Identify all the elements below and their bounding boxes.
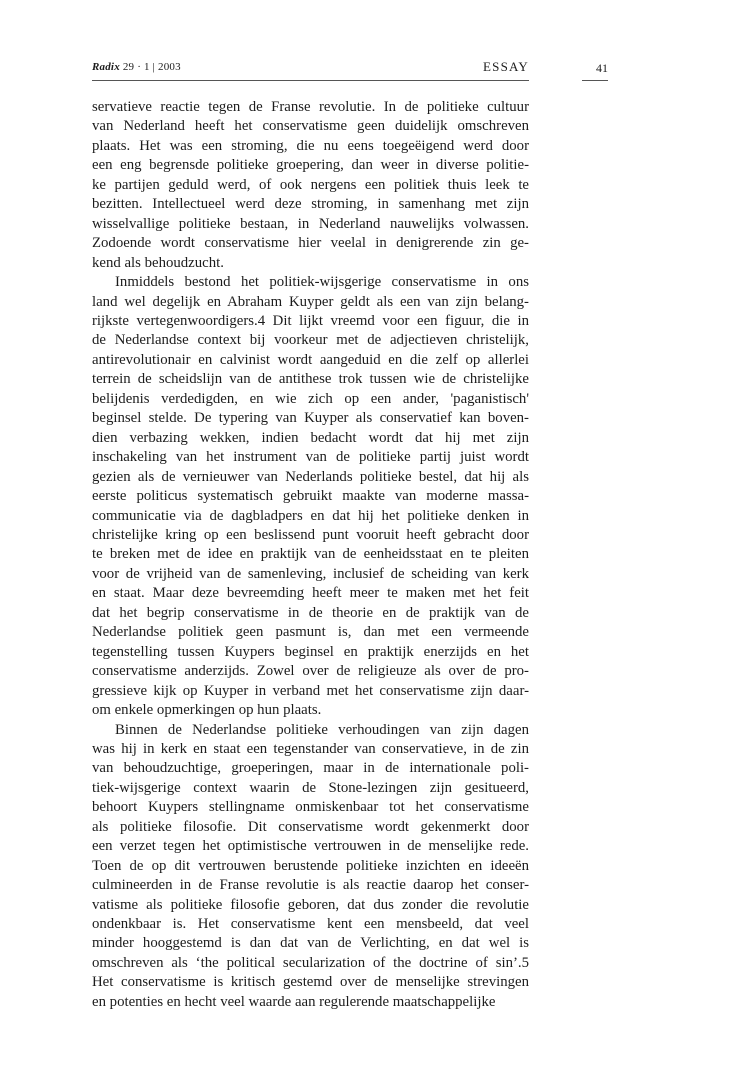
text-line: bezitten. Intellectueel werd deze stroming, in samenhang met zijn [92, 196, 529, 213]
text-line: was hij in kerk en staat een tegenstander van conservatieve, in de zin [92, 740, 529, 757]
text-line: christelijke kring op een beslissend punt vooruit heeft gebracht door [92, 526, 529, 543]
text-line: land wel degelijk en Abraham Kuyper geldt als een van zijn belang- [92, 293, 529, 310]
text-line: culmineerden in de Franse revolutie is als reactie daarop het conser- [92, 877, 529, 894]
page-number: 41 [596, 61, 608, 75]
text-line: wisselvallige politieke bestaan, in Nederland nauwelijks volwassen. [92, 215, 529, 232]
text-line: voor de vrijheid van de samenleving, inclusief de scheiding van kerk [92, 565, 529, 582]
text-line: tegenstelling tussen Kuypers beginsel en praktijk enerzijds en het [92, 643, 529, 660]
text-line: Zodoende wordt conservatisme hier veelal in denigrerende zin ge- [92, 235, 529, 252]
text-line: een eng begrensde politieke groepering, dan weer in diverse politie- [92, 157, 529, 174]
text-line: te breken met de idee en praktijk van de eenheidsstaat en te pleiten [92, 546, 529, 563]
text-line: behoort Kuypers stellingname onmiskenbaar tot het conservatisme [92, 799, 529, 816]
text-line: Binnen de Nederlandse politieke verhoudingen van zijn dagen [115, 721, 529, 738]
text-line: dien verbazing wekken, indien bedacht wordt dat hij met zijn [92, 429, 529, 446]
paragraph [92, 98, 529, 273]
text-line: minder hooggestemd is dan dat van de Verlichting, en dat wel is [92, 935, 529, 952]
text-line: als politieke filosofie. Dit conservatisme wordt gekenmerkt door [92, 818, 529, 835]
text-line: eerste politicus systematisch gebruikt maakte van moderne massa- [92, 488, 529, 505]
text-line: omschreven als ‘the political secularization of the doctrine of sin’.5 [92, 954, 529, 971]
text-line: dat het begrip conservatisme in de theorie en de praktijk van de [92, 604, 529, 621]
text-line: Nederlandse politiek geen pasmunt is, dan met een vermeende [92, 624, 529, 641]
running-head [92, 58, 529, 81]
text-line: en potenties en hecht veel waarde aan regulerende maatschappelijke [92, 993, 496, 1010]
text-line: servatieve reactie tegen de Franse revolutie. In de politieke cultuur [92, 99, 529, 115]
text-line: plaats. Het was een stroming, die nu eens toegeëigend werd door [92, 137, 529, 154]
text-line: beginsel stelde. De typering van Kuyper als conservatief kan boven- [92, 410, 529, 427]
text-line: en staat. Maar deze bevreemding heeft meer te maken met het feit [92, 585, 529, 602]
text-line: rijkste vertegenwoordigers.4 Dit lijkt vreemd voor een figuur, die in [92, 312, 529, 329]
text-line: Het conservatisme is kritisch gestemd over de menselijke strevingen [92, 974, 529, 991]
text-line: ondenkbaar is. Het conservatisme kent een mensbeeld, dat veel [92, 916, 529, 933]
text-line: gressieve kijk op Kuyper in verband met het conservatisme zijn daar- [92, 682, 529, 699]
text-line: communicatie via de dagbladpers en dat hij het politieke denken in [92, 507, 529, 524]
text-line: terrein de scheidslijn van de antithese trok tussen wie de christelijke [92, 371, 529, 388]
text-line: conservatisme anderzijds. Zowel over de religieuze als over de pro- [92, 663, 529, 680]
text-line: de Nederlandse context bij voorkeur met de adjectieven christelijk, [92, 332, 529, 349]
text-line: Toen de op dit vertrouwen berustende politieke inzichten en ideeën [92, 857, 529, 874]
text-line: een verzet tegen het optimistische vertrouwen in de menselijke rede. [92, 838, 529, 855]
text-line: antirevolutionair en calvinist wordt aangeduid en die zelf op allerlei [92, 351, 529, 368]
text-line: van Nederland heeft het conservatisme geen duidelijk omschreven [92, 118, 529, 135]
text-line: van behoudzuchtige, groeperingen, maar in de internationale poli- [92, 760, 529, 777]
text-line: gezien als de vernieuwer van Nederlands politieke bestel, dat hij als [92, 468, 529, 485]
journal-citation [92, 61, 181, 73]
journal-name: Radix [92, 61, 120, 73]
text-line: Inmiddels bestond het politiek-wijsgerige conservatisme in ons [115, 274, 529, 291]
text-line: belijdenis verdedigden, en wie zich op een ander, 'paganistisch' [92, 390, 529, 407]
text-line: kend als behoudzucht. [92, 254, 224, 271]
article-body [92, 98, 529, 1012]
text-line: tiek-wijsgerige context waarin de Stone-lezingen zijn gesitueerd, [92, 779, 529, 796]
issue-info: 29 · 1 | 2003 [122, 61, 181, 73]
section-title: ESSAY [483, 59, 529, 74]
text-line: inschakeling van het instrument van de politieke partij juist wordt [92, 449, 529, 466]
text-line: ke partijen geduld werd, of ook nergens een politiek thuis leek te [92, 176, 529, 193]
paragraph [92, 273, 529, 720]
paragraph [92, 721, 529, 1013]
text-line: om enkele opmerkingen op hun plaats. [92, 702, 322, 719]
text-line: vatisme als politieke filosofie geboren, dat dus zonder die revolutie [92, 896, 529, 913]
folio-area [582, 58, 608, 81]
